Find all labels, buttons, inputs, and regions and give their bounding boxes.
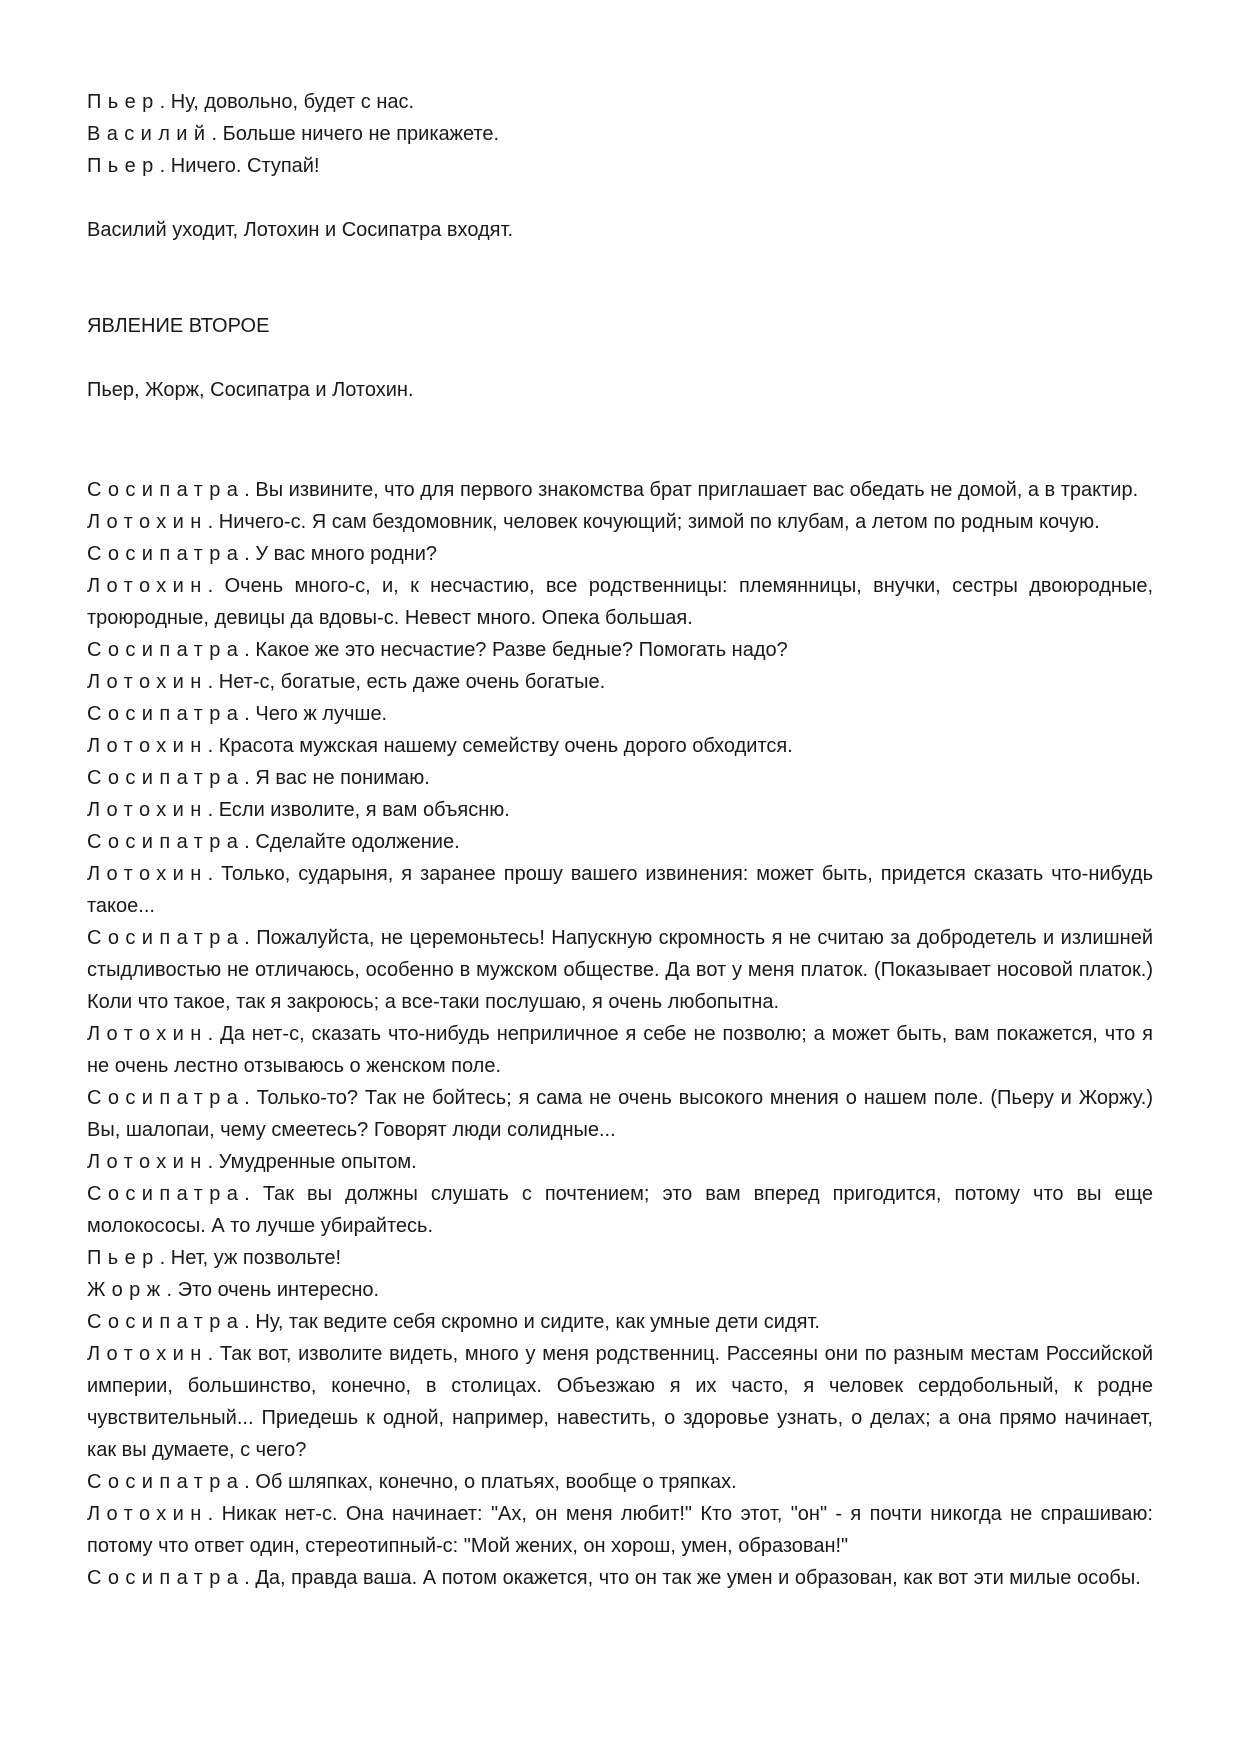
dialogue-replica — [87, 570, 1153, 634]
speaker-name: Сосипатра — [87, 639, 245, 661]
replica-text: . Очень много-с, и, к несчастию, все родственницы: племянницы, внучки, сестры двоюродные, троюродные, девицы да вдовы-с. Невест много. Опека большая. — [87, 575, 1153, 629]
speaker-name: Сосипатра — [87, 703, 245, 725]
dialogue-replica — [87, 474, 1153, 506]
opening-line — [87, 118, 1153, 150]
opening-line — [87, 150, 1153, 182]
dialogue-replica — [87, 1018, 1153, 1082]
speaker-name: Василий — [87, 123, 212, 145]
dialogue-replica — [87, 1146, 1153, 1178]
opening-line — [87, 86, 1153, 118]
dialogue-replica — [87, 1498, 1153, 1562]
speaker-name: Лотохин — [87, 735, 208, 757]
replica-text: . Только-то? Так не бойтесь; я сама не очень высокого мнения о нашем поле. (Пьеру и Жоржу.) Вы, шалопаи, чему смеетесь? Говорят люди солидные... — [87, 1087, 1153, 1141]
speaker-name: Сосипатра — [87, 767, 245, 789]
replica-text: . Никак нет-с. Она начинает: "Ах, он меня любит!" Кто этот, "он" - я почти никогда не спрашиваю: потому что ответ один, стереотипный-с: "Мой жених, он хорош, умен, образован!" — [87, 1503, 1153, 1557]
speaker-name: Пьер — [87, 91, 160, 113]
stage-direction: Василий уходит, Лотохин и Сосипатра входят. — [87, 219, 514, 241]
speaker-name: Пьер — [87, 155, 160, 177]
dialogue-replica — [87, 1338, 1153, 1466]
speaker-name: Лотохин — [87, 1023, 208, 1045]
dialogue-replica — [87, 698, 1153, 730]
replica-text: . Вы извините, что для первого знакомства брат приглашает вас обедать не домой, а в трактир. — [244, 479, 1139, 501]
replica-text: . У вас много родни? — [244, 543, 437, 565]
speaker-name: Лотохин — [87, 799, 208, 821]
replica-text: . Это очень интересно. — [166, 1279, 380, 1301]
dialogue-replica — [87, 922, 1153, 1018]
replica-text: . Ну, так ведите себя скромно и сидите, как умные дети сидят. — [244, 1311, 820, 1333]
dialogue-replica — [87, 1274, 1153, 1306]
replica-text: . Пожалуйста, не церемоньтесь! Напускную скромность я не считаю за добродетель и излишней стыдливостью не отличаюсь, особенно в мужском обществе. Да вот у меня платок. (Показывает носовой платок.) Коли что такое, так я закроюсь; а все-таки послушаю, я очень любопытна. — [87, 927, 1153, 1013]
dialogue-replica — [87, 1242, 1153, 1274]
replica-text: . Ну, довольно, будет с нас. — [159, 91, 415, 113]
dialogue-replica — [87, 666, 1153, 698]
dialogue-replica — [87, 1178, 1153, 1242]
speaker-name: Сосипатра — [87, 1471, 245, 1493]
replica-text: . Только, сударыня, я заранее прошу вашего извинения: может быть, придется сказать что-нибудь такое... — [87, 863, 1153, 917]
dialogue-replica — [87, 762, 1153, 794]
replica-text: . Чего ж лучше. — [244, 703, 388, 725]
speaker-name: Лотохин — [87, 671, 208, 693]
dialogue-replica — [87, 1466, 1153, 1498]
cast-list: Пьер, Жорж, Сосипатра и Лотохин. — [87, 379, 414, 401]
speaker-name: Сосипатра — [87, 543, 245, 565]
replica-text: . Да нет-с, сказать что-нибудь неприличное я себе не позволю; а может быть, вам покажется, что я не очень лестно отзываюсь о женском поле. — [87, 1023, 1153, 1077]
replica-text: . Нет, уж позвольте! — [159, 1247, 342, 1269]
scene-title: ЯВЛЕНИЕ ВТОРОЕ — [87, 315, 270, 337]
speaker-name: Сосипатра — [87, 1087, 245, 1109]
dialogue-replica — [87, 1082, 1153, 1146]
dialogue-replica — [87, 506, 1153, 538]
speaker-name: Сосипатра — [87, 831, 245, 853]
speaker-name: Лотохин — [87, 863, 208, 885]
replica-text: . Сделайте одолжение. — [244, 831, 460, 853]
dialogue-replica — [87, 730, 1153, 762]
replica-text: . Я вас не понимаю. — [244, 767, 430, 789]
speaker-name: Сосипатра — [87, 479, 245, 501]
speaker-name: Жорж — [87, 1279, 167, 1301]
spacer — [87, 406, 1153, 474]
replica-text: . Красота мужская нашему семейству очень дорого обходится. — [207, 735, 793, 757]
replica-text: . Если изволите, я вам объясню. — [207, 799, 510, 821]
speaker-name: Лотохин — [87, 511, 208, 533]
speaker-name: Лотохин — [87, 1503, 208, 1525]
replica-text: . Умудренные опытом. — [207, 1151, 417, 1173]
replica-text: . Ничего. Ступай! — [159, 155, 320, 177]
replica-text: . Больше ничего не прикажете. — [211, 123, 500, 145]
speaker-name: Лотохин — [87, 575, 208, 597]
dialogue-replica — [87, 1306, 1153, 1338]
replica-text: . Так вот, изволите видеть, много у меня родственниц. Рассеяны они по разным местам Российской империи, большинство, конечно, в столицах. Объезжаю я их часто, я человек сердобольный, к родне чувствительный... Приедешь к одной, например, навестить, о здоровье узнать, о делах; а она прямо начинает, как вы думаете, с чего? — [87, 1343, 1153, 1461]
speaker-name: Сосипатра — [87, 927, 245, 949]
spacer — [87, 342, 1153, 374]
speaker-name: Сосипатра — [87, 1311, 245, 1333]
replica-text: . Так вы должны слушать с почтением; это вам вперед пригодится, потому что вы еще молокососы. А то лучше убирайтесь. — [87, 1183, 1153, 1237]
speaker-name: Лотохин — [87, 1343, 208, 1365]
replica-text: . Какое же это несчастие? Разве бедные? Помогать надо? — [244, 639, 788, 661]
speaker-name: Лотохин — [87, 1151, 208, 1173]
spacer — [87, 182, 1153, 214]
dialogue-block — [87, 474, 1153, 1594]
dialogue-replica — [87, 538, 1153, 570]
dialogue-replica — [87, 826, 1153, 858]
dialogue-replica — [87, 794, 1153, 826]
speaker-name: Пьер — [87, 1247, 160, 1269]
dialogue-replica — [87, 634, 1153, 666]
document-page — [87, 86, 1153, 1594]
replica-text: . Да, правда ваша. А потом окажется, что он так же умен и образован, как вот эти милые особы. — [244, 1567, 1141, 1589]
spacer — [87, 246, 1153, 310]
dialogue-replica — [87, 858, 1153, 922]
replica-text: . Ничего-с. Я сам бездомовник, человек кочующий; зимой по клубам, а летом по родным кочую. — [207, 511, 1100, 533]
replica-text: . Об шляпках, конечно, о платьях, вообще о тряпках. — [244, 1471, 737, 1493]
speaker-name: Сосипатра — [87, 1183, 245, 1205]
dialogue-replica — [87, 1562, 1153, 1594]
replica-text: . Нет-с, богатые, есть даже очень богатые. — [207, 671, 606, 693]
speaker-name: Сосипатра — [87, 1567, 245, 1589]
